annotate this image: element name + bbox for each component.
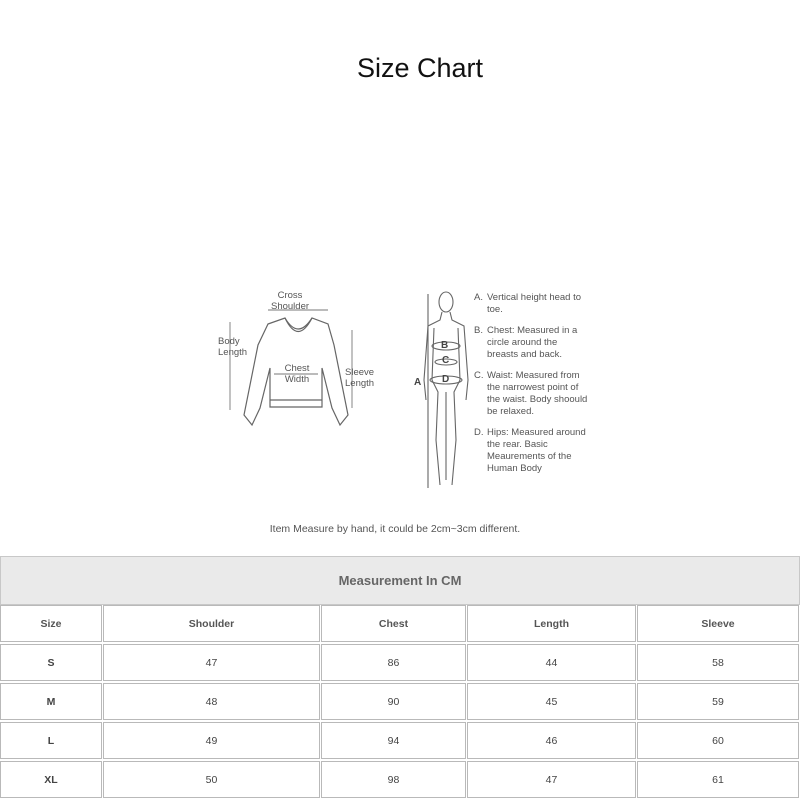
cell-length: 47 [467,761,636,798]
page-title: Size Chart [356,53,484,83]
human-figure [424,292,468,488]
definition-d: D. Hips: Measured around the rear. Basic Meaurements of the Human Body [474,427,586,474]
measurement-definitions [474,292,589,484]
cell-chest: 98 [321,761,466,798]
cross-shoulder-label: Cross Shoulder [270,290,310,312]
measurement-diagram [0,280,800,540]
table-row [0,682,800,721]
cell-size: S [0,644,102,681]
cell-chest: 90 [321,683,466,720]
table-row [0,643,800,682]
cell-sleeve: 59 [637,683,799,720]
letter-a: A [414,377,422,388]
header-sleeve: Sleeve [637,605,799,642]
cell-length: 45 [467,683,636,720]
table-caption: Measurement In CM [0,556,800,605]
letter-c: C [442,355,450,366]
cell-shoulder: 50 [103,761,320,798]
definition-b: B. Chest: Measured in a circle around the breasts and back. [474,325,578,360]
cell-length: 44 [467,644,636,681]
table-row [0,760,800,799]
size-table [0,556,800,786]
cell-sleeve: 60 [637,722,799,759]
table-row [0,721,800,760]
sleeve-length-label: Sleeve Length [345,367,375,389]
cell-size: M [0,683,102,720]
cell-shoulder: 47 [103,644,320,681]
cell-size: L [0,722,102,759]
cell-sleeve: 58 [637,644,799,681]
definition-a: A. Vertical height head to toe. [474,292,582,315]
header-shoulder: Shoulder [103,605,320,642]
header-length: Length [467,605,636,642]
body-length-label: Body Length [218,336,248,358]
cell-length: 46 [467,722,636,759]
cell-shoulder: 48 [103,683,320,720]
definition-c: C. Waist: Measured from the narrowest point of the waist. Body shoould be relaxed. [474,370,588,417]
letter-d: D [442,374,450,385]
letter-b: B [441,340,449,351]
garment-and-body-illustration [0,280,800,520]
measurement-note: Item Measure by hand, it could be 2cm~3cm different. [269,523,521,535]
table-header-row [0,604,800,643]
cell-sleeve: 61 [637,761,799,798]
cell-size: XL [0,761,102,798]
cell-shoulder: 49 [103,722,320,759]
cell-chest: 86 [321,644,466,681]
header-size: Size [0,605,102,642]
header-chest: Chest [321,605,466,642]
cell-chest: 94 [321,722,466,759]
chest-width-label: Chest Width [284,363,310,385]
